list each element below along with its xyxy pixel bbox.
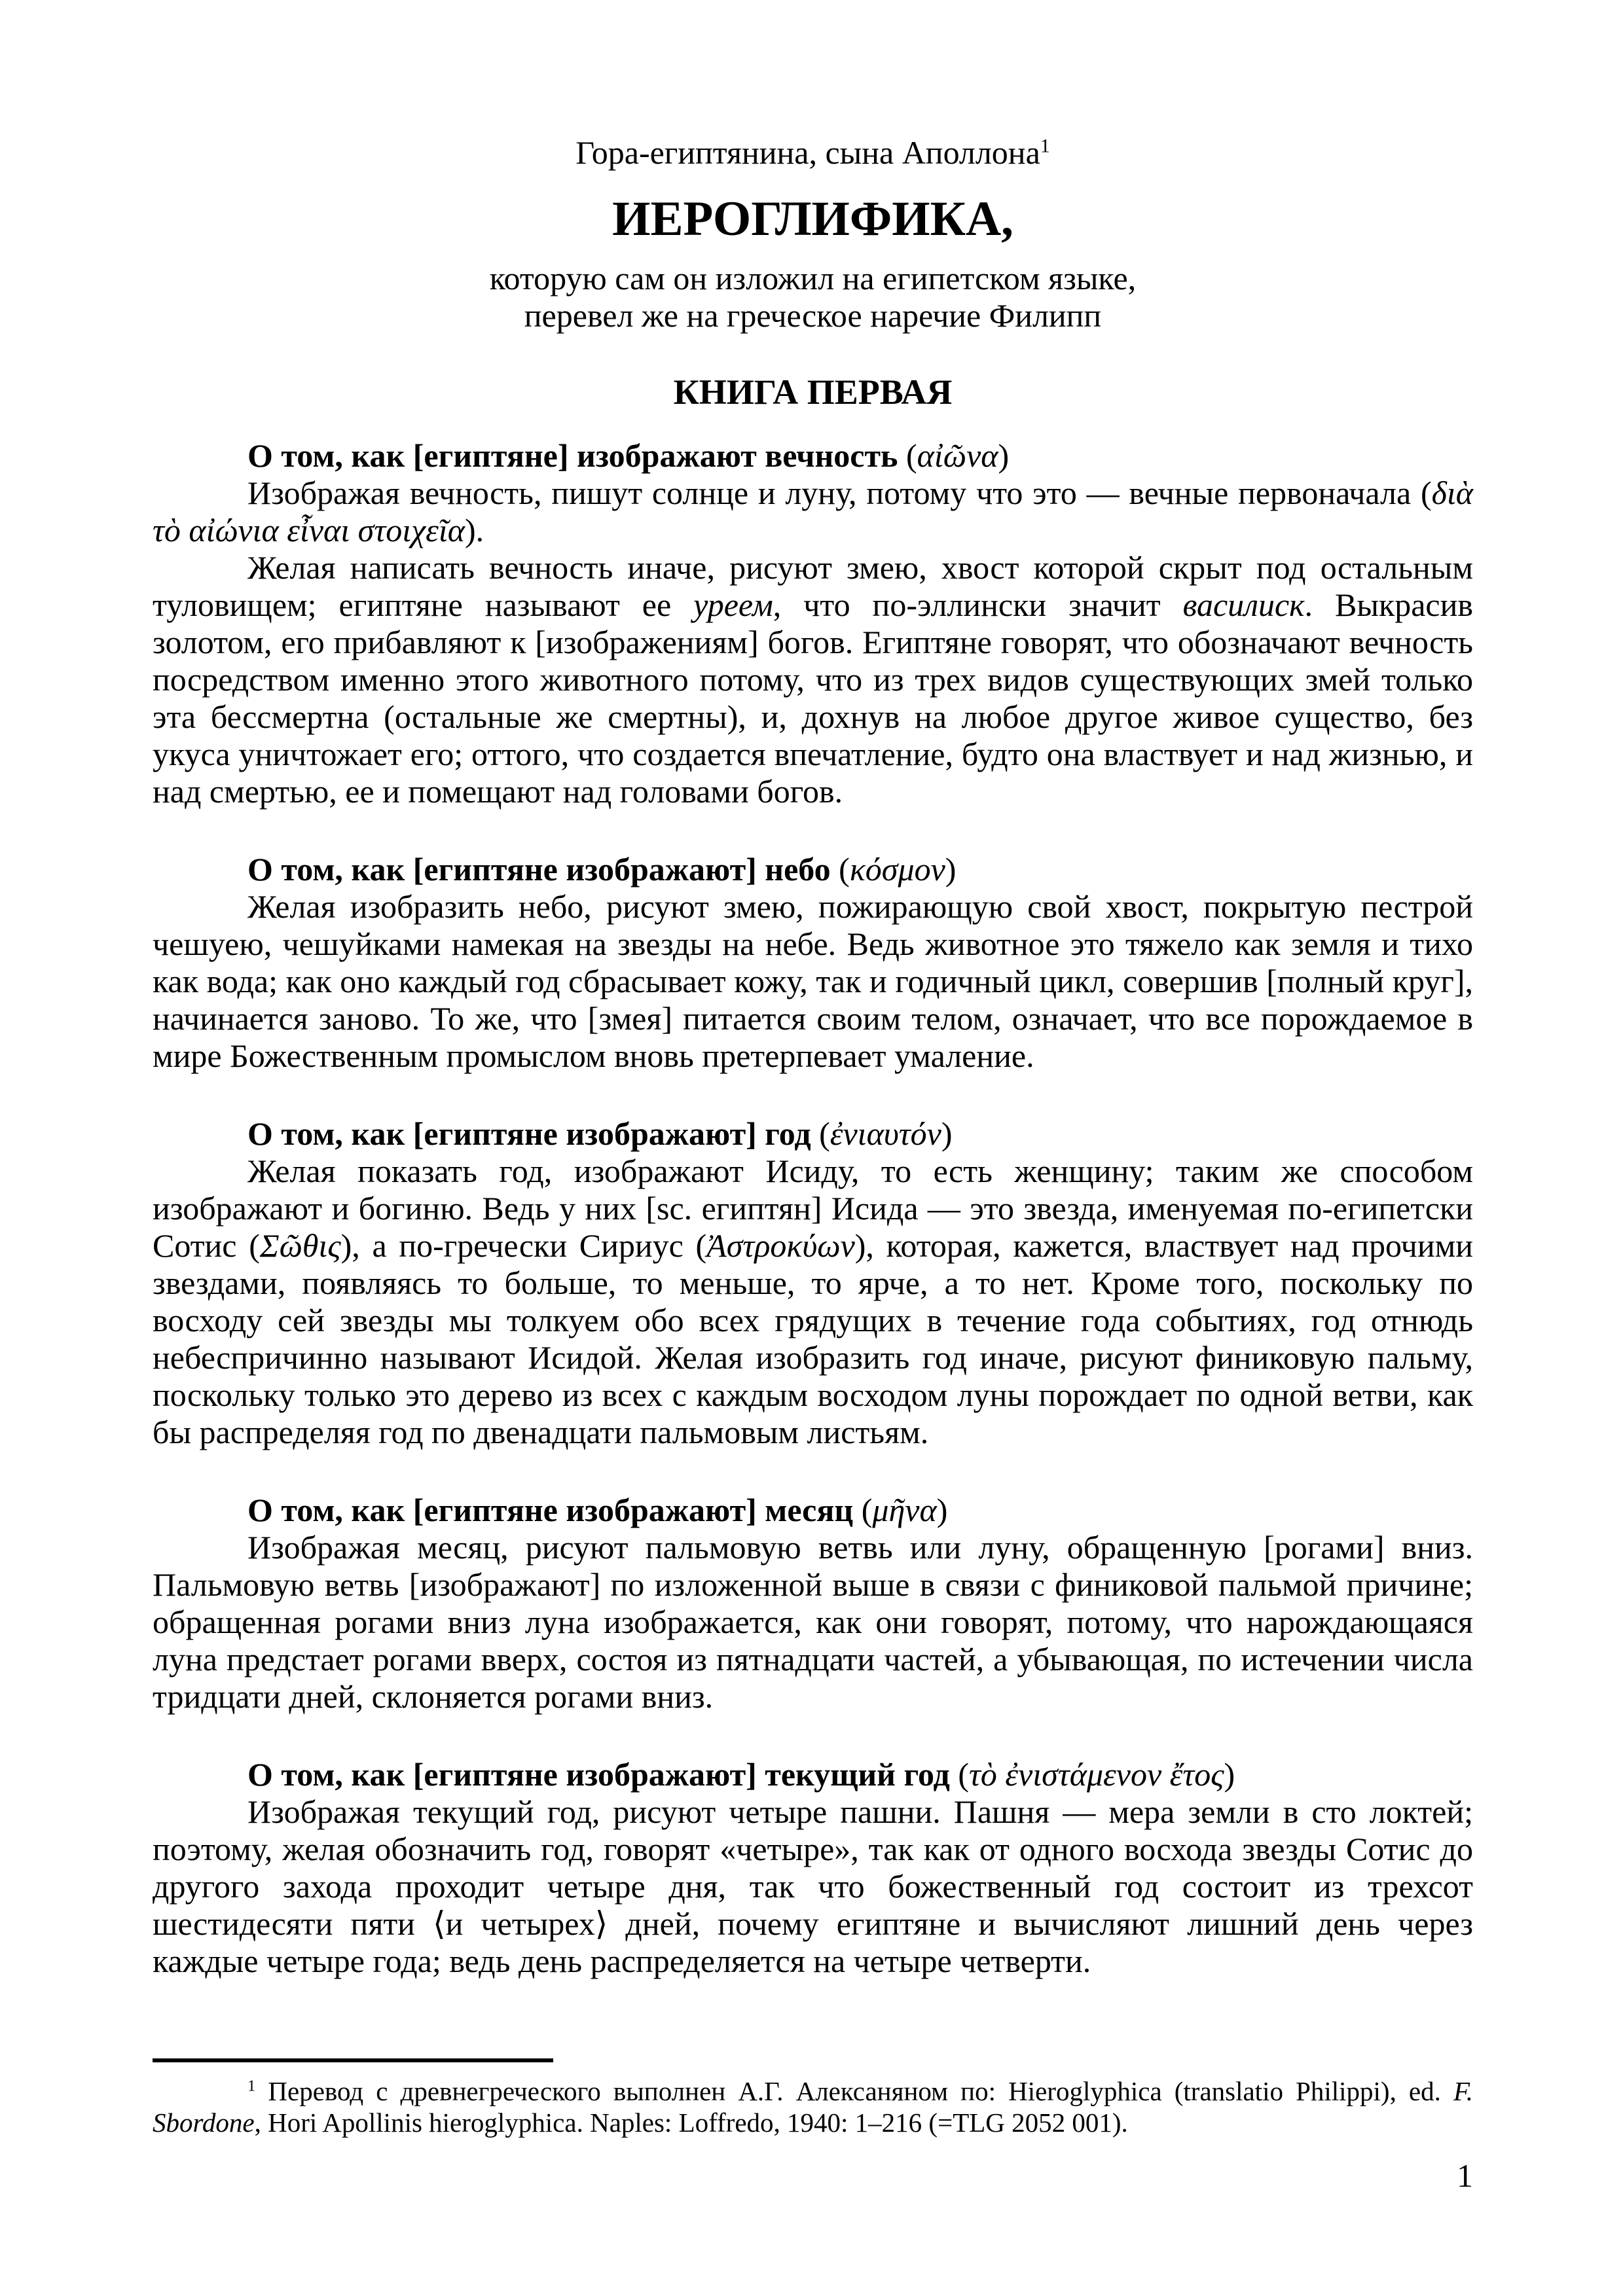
book-heading: КНИГА ПЕРВАЯ <box>673 372 953 412</box>
document-title: ИЕРОГЛИФИКА, <box>612 192 1013 246</box>
section-year-paragraph: Желая показать год, изображают Исиду, то есть женщину; таким же способом изображают и богиню. Ведь у них [sc. египтян] Исида — это звезда, именуемая по-египетски Сотис (Σῶθις), а по-гречески Сириус (Ἀστροκύων), которая, кажется, властвует над прочими звездами, появляясь то больше, то меньше, то ярче, а то нет. Кроме того, поскольку по восходу сей звезды мы толкуем обо всех грядущих в течение года событиях, год отнюдь небеспричинно называют Исидой. Желая изобразить год иначе, рисуют финиковую пальму, поскольку только это дерево из всех с каждым восходом луны порождает по одной ветви, как бы распределяя год по двенадцати пальмовым листьям. <box>153 1153 1473 1450</box>
page-content <box>153 134 1473 1980</box>
document-subtitle <box>153 260 1473 334</box>
section-current-year <box>153 1756 1473 1980</box>
subtitle-line-2: перевел же на греческое наречие Филипп <box>524 297 1102 334</box>
section-current-year-heading: О том, как [египтяне изображают] текущий год (τὸ ἐνιστάμενον ἔτος) <box>247 1756 1235 1793</box>
section-eternity <box>153 437 1473 810</box>
section-year-heading: О том, как [египтяне изображают] год (ἐνιαυτόν) <box>247 1115 953 1152</box>
section-month-heading: О том, как [египтяне изображают] месяц (μῆνα) <box>247 1492 948 1528</box>
section-eternity-paragraph-2: Желая написать вечность иначе, рисуют змею, хвост которой скрыт под остальным туловищем; египтяне называют ее уреем, что по-эллински значит василиск. Выкрасив золотом, его прибавляют к [изображениям] богов. Египтяне говорят, что обозначают вечность посредством именно этого животного потому, что из трех видов существующих змей только эта бессмертна (остальные же смертны), и, дохнув на любое другое живое существо, без укуса уничтожает его; оттого, что создается впечатление, будто она властвует и над жизнью, и над смертью, ее и помещают над головами богов. <box>153 549 1473 810</box>
subtitle-line-1: которую сам он изложил на египетском языке, <box>489 260 1137 296</box>
byline: Гора-египтянина, сына Аполлона$^1$ <box>575 134 1050 171</box>
section-month-paragraph: Изображая месяц, рисуют пальмовую ветвь или луну, обращенную [рогами] вниз. Пальмовую ветвь [изображают] по изложенной выше в связи с финиковой пальмой причине; обращенная рогами вниз луна изображается, как они говорят, потому, что нарождающаяся луна предстает рогами вверх, состоя из пятнадцати частей, а убывающая, по истечении числа тридцати дней, склоняется рогами вниз. <box>153 1529 1473 1715</box>
section-month <box>153 1492 1473 1715</box>
section-sky <box>153 851 1473 1075</box>
section-current-year-paragraph: Изображая текущий год, рисуют четыре пашни. Пашня — мера земли в сто локтей; поэтому, желая обозначить год, говорят «четыре», так как от одного восхода звезды Сотис до другого захода проходит четыре дня, так что божественный год состоит из трехсот шестидесяти пяти ⟨и четырех⟩ дней, почему египтяне и вычисляют лишний день через каждые четыре года; ведь день распределяется на четыре четверти. <box>153 1793 1473 1979</box>
footnote-text: $^1$ Перевод с древнегреческого выполнен А.Г. Алексаняном по: Hieroglyphica (translatio Philippi), ed. F. Sbordone, Hori Apollinis hieroglyphica. Naples: Loffredo, 1940: 1–216 (=TLG 2052 001). <box>153 2076 1473 2138</box>
section-sky-heading: О том, как [египтяне изображают] небо (κόσμον) <box>247 851 957 888</box>
section-sky-paragraph: Желая изобразить небо, рисуют змею, пожирающую свой хвост, покрытую пестрой чешуею, чешуйками намекая на звезды на небе. Ведь животное это тяжело как земля и тихо как вода; как оно каждый год сбрасывает кожу, так и годичный цикл, совершив [полный круг], начинается заново. То же, что [змея] питается своим телом, означает, что все порождаемое в мире Божественным промыслом вновь претерпевает умаление. <box>153 888 1473 1074</box>
footnote-area <box>153 2058 1473 2138</box>
section-year <box>153 1115 1473 1451</box>
page-number: 1 <box>1457 2157 1473 2194</box>
footnote-separator-rule <box>153 2058 553 2062</box>
section-eternity-paragraph-1: Изображая вечность, пишут солнце и луну, потому что это — вечные первоначала (διὰ τὸ αἰώνια εἶναι στοιχεῖα). <box>153 475 1473 548</box>
section-eternity-heading: О том, как [египтяне] изображают вечность (αἰῶνα) <box>247 437 1010 474</box>
